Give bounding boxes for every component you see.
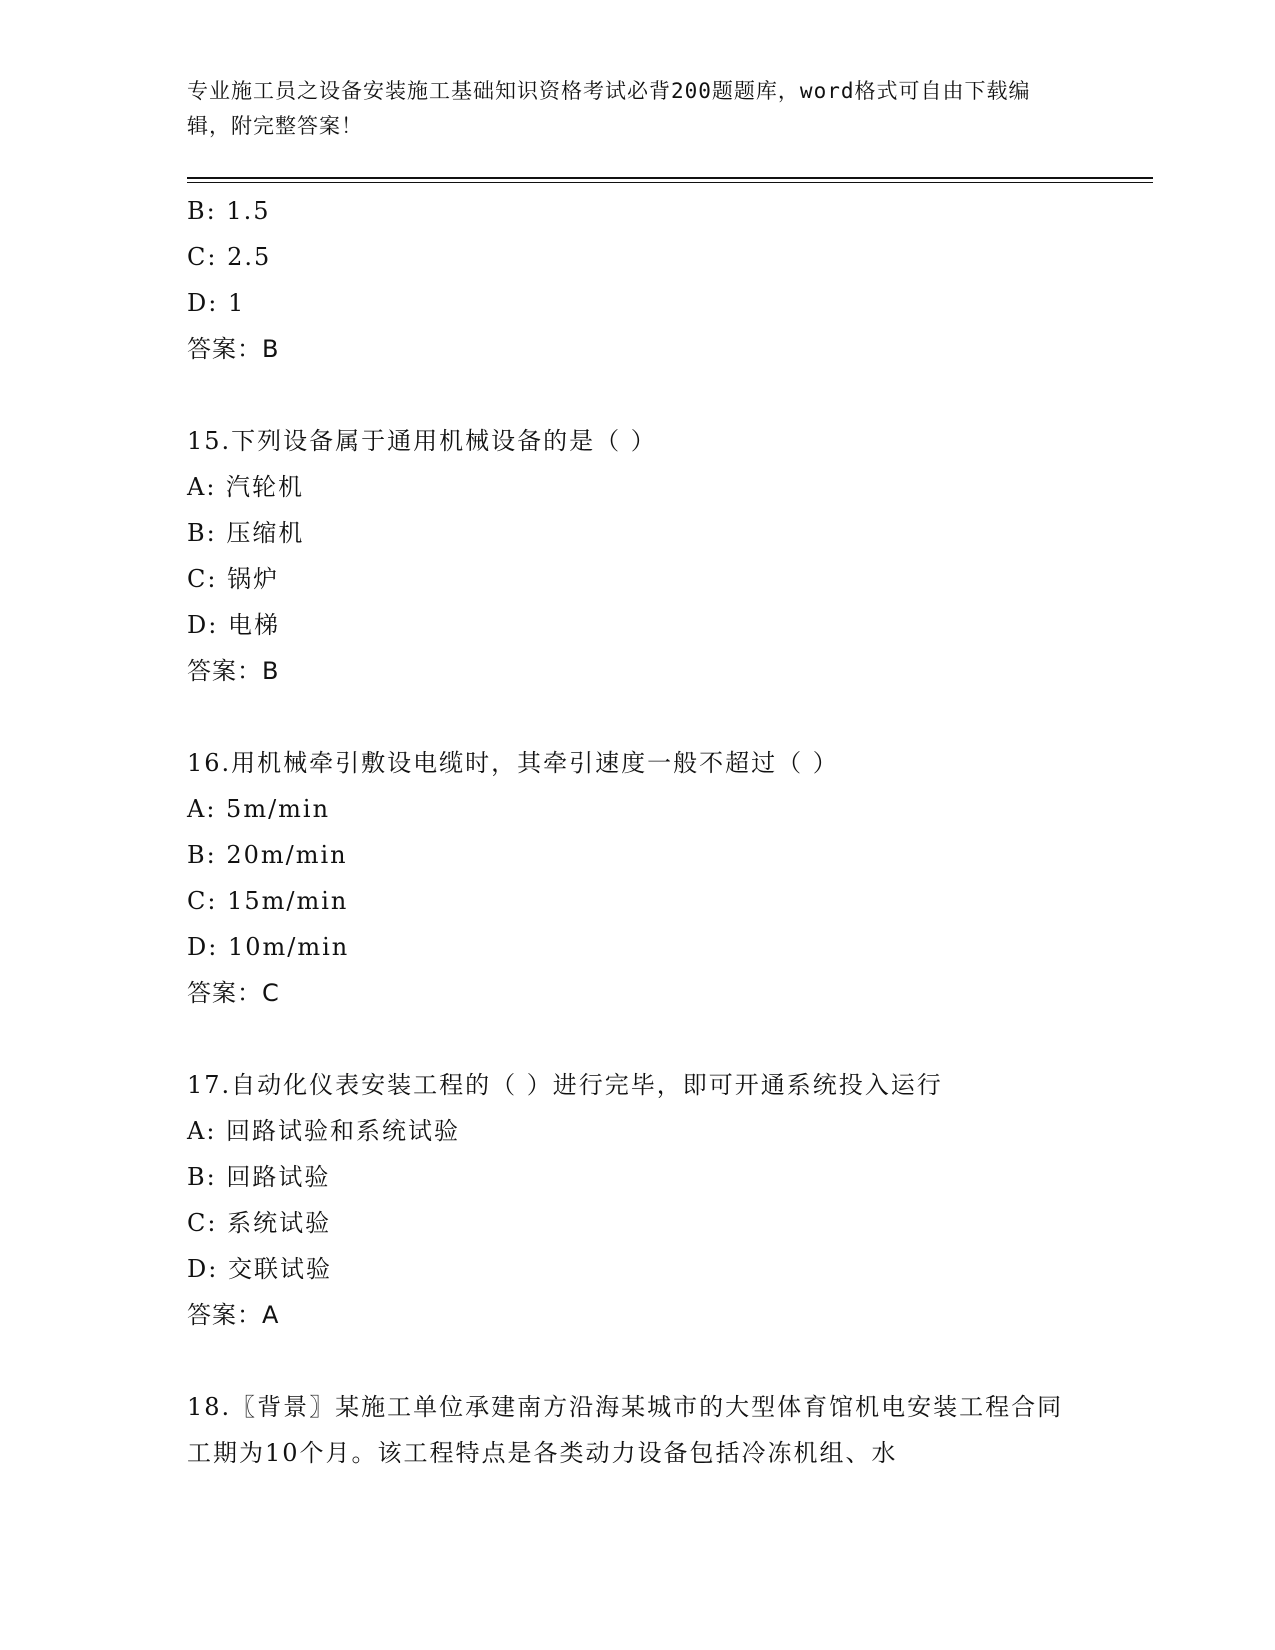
- answer-line: 答案：B: [187, 657, 280, 685]
- option-b: B: 压缩机: [187, 519, 305, 547]
- option-a: A: 回路试验和系统试验: [187, 1117, 461, 1145]
- option-c: C: 15m/min: [187, 887, 349, 915]
- option-a: A: 汽轮机: [187, 473, 305, 501]
- option-d: D: 1: [187, 289, 246, 317]
- option-b: B: 20m/min: [187, 841, 348, 869]
- option-a: A: 5m/min: [187, 795, 331, 823]
- option-d: D: 10m/min: [187, 933, 350, 961]
- option-c: C: 系统试验: [187, 1209, 332, 1237]
- document-title: 专业施工员之设备安装施工基础知识资格考试必背200题题库，word格式可自由下载编辑，附完整答案！: [187, 79, 1031, 138]
- option-b: B: 1.5: [187, 197, 271, 225]
- option-c: C: 锅炉: [187, 565, 280, 593]
- question-17: [187, 1062, 1087, 1338]
- document-header: [187, 74, 1067, 144]
- option-d: D: 电梯: [187, 611, 280, 639]
- option-b: B: 回路试验: [187, 1163, 331, 1191]
- question-stem: 15.下列设备属于通用机械设备的是（ ）: [187, 427, 657, 455]
- answer-line: 答案：B: [187, 335, 280, 363]
- partial-question: [187, 188, 1087, 372]
- question-stem: 17.自动化仪表安装工程的（ ）进行完毕，即可开通系统投入运行: [187, 1071, 943, 1099]
- question-16: [187, 740, 1087, 1016]
- question-15: [187, 418, 1087, 694]
- question-list: [187, 188, 1087, 1476]
- option-c: C: 2.5: [187, 243, 272, 271]
- option-d: D: 交联试验: [187, 1255, 332, 1283]
- header-rule-thin: [187, 182, 1153, 183]
- answer-line: 答案：A: [187, 1301, 280, 1329]
- answer-line: 答案：C: [187, 979, 280, 1007]
- question-stem: 16.用机械牵引敷设电缆时，其牵引速度一般不超过（ ）: [187, 749, 839, 777]
- question-18: [187, 1384, 1087, 1476]
- header-rule-thick: [187, 177, 1153, 179]
- background-text: 18.〖背景〗某施工单位承建南方沿海某城市的大型体育馆机电安装工程合同工期为10个月。该工程特点是各类动力设备包括冷冻机组、水: [187, 1393, 1064, 1467]
